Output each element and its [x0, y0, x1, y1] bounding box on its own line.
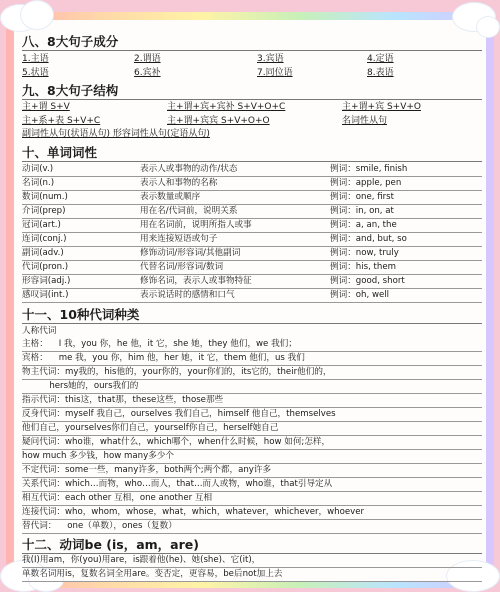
pos-row [22, 163, 482, 177]
pos-name: 形容词(adj.) [22, 275, 71, 286]
pos-name: 动词(v.) [22, 163, 54, 174]
pos-row [22, 247, 482, 261]
pos-desc: 代替名词/形容词/数词 [140, 261, 224, 272]
component-item: 3.宾语 [257, 54, 284, 64]
structure-item: 主+谓+宾+宾补 S+V+O+C [167, 102, 286, 112]
be-verb-line: 我(I)用am，你(you)用are，is跟着他(he)、她(she)、它(it)， [22, 554, 482, 568]
pronoun-line: 反身代词：myself 我自己，ourselves 我们自己，himself 他自己，themselves [22, 408, 482, 422]
pos-row [22, 191, 482, 205]
pos-desc: 修饰名词，表示人或事物特征 [140, 275, 252, 286]
pronoun-line: 不定代词：some一些，many许多，both两个;两个都，any许多 [22, 464, 482, 478]
pos-example: 例词：apple, pen [330, 177, 402, 188]
pos-name: 连词(conj.) [22, 233, 67, 244]
pronoun-line: hers她的，ours我们的 [22, 380, 482, 394]
pos-name: 名词(n.) [22, 177, 55, 188]
pos-example: 例词：his, them [330, 261, 397, 272]
section-10-title: 十、单词词性 [22, 144, 482, 162]
pos-desc: 表示人或事物的动作/状态 [140, 163, 238, 174]
structure-item: 副词性从句(状语从句) 形容词性从句(定语从句) [22, 129, 210, 139]
notes-content [22, 33, 482, 582]
pos-name: 数词(num.) [22, 191, 68, 202]
pronoun-line: 主格： I 我，you 你，he 他，it 它，she 她，they 他们，we 我们； [22, 338, 482, 352]
pos-example: 例词：oh, well [330, 289, 390, 300]
pos-example: 例词：now, truly [330, 247, 399, 258]
pos-example: 例词：one, first [330, 191, 395, 202]
pos-row [22, 289, 482, 303]
component-item: 4.定语 [367, 54, 394, 64]
component-item: 2.谓语 [134, 54, 161, 64]
pronoun-line: 连接代词：who，whom，whose，what，which，whatever，whichever，whoever [22, 506, 482, 520]
pos-row [22, 275, 482, 289]
pos-desc: 表示说话时的感情和口气 [140, 289, 235, 300]
pos-desc: 用来连接短语或句子 [140, 233, 218, 244]
pos-desc: 表示数量或顺序 [140, 191, 201, 202]
section-8-row1 [22, 54, 482, 66]
pronoun-line: 宾格： me 我，you 你，him 他，her 她，it 它，them 他们，us 我们 [22, 352, 482, 366]
pos-example: 例词：in, on, at [330, 205, 394, 216]
pronoun-line: 指示代词：this这，that那，these这些，those那些 [22, 394, 482, 408]
structure-item: 主+系+表 S+V+C [22, 115, 101, 126]
pos-desc: 修饰动词/形容词/其他副词 [140, 247, 241, 258]
section-11-title: 十一、10种代词种类 [22, 306, 482, 324]
structure-row [22, 102, 482, 114]
structure-row [22, 129, 482, 141]
pos-desc: 表示人和事物的名称 [140, 177, 218, 188]
component-item: 1.主语 [22, 54, 49, 64]
be-verb-line: 单数名词用is，复数名词全用are。变否定，更容易，be后not加上去 [22, 568, 482, 582]
component-item: 6.宾补 [134, 67, 161, 78]
pos-row [22, 261, 482, 275]
pos-name: 代词(pron.) [22, 261, 69, 272]
structure-row [22, 116, 482, 128]
structure-item: 主+谓+宾宾 S+V+O+O [167, 115, 270, 126]
structure-item: 主+谓+宾 S+V+O [342, 102, 421, 112]
pos-example: 例词：smile, finish [330, 163, 408, 174]
pos-row [22, 233, 482, 247]
structure-item: 名词性从句 [342, 115, 388, 126]
pronoun-line: 疑问代词：who谁，what什么，which哪个，when什么时候，how 如何;怎样， [22, 436, 482, 450]
pronoun-line: 相互代词：each other 互相，one another 互相 [22, 492, 482, 506]
pos-row [22, 177, 482, 191]
pos-example: 例词：good, short [330, 275, 405, 286]
pos-row [22, 219, 482, 233]
pronoun-line: 物主代词：my我的，his他的，your你的，your你们的，its它的，their他们的， [22, 366, 482, 380]
pronoun-list [22, 325, 482, 534]
pronoun-line: 人称代词 [22, 325, 57, 336]
section-8-row2 [22, 68, 482, 80]
pos-name: 介词(prep) [22, 205, 66, 216]
pos-example: 例词：a, an, the [330, 219, 397, 230]
pos-name: 副词(adv.) [22, 247, 64, 258]
pronoun-line: 关系代词：which…而物，who…而人，that…而人或物，who谁，that引导定从 [22, 478, 482, 492]
section-9-title: 九、8大句子结构 [22, 82, 482, 100]
component-item: 8.表语 [367, 67, 394, 78]
section-8-title: 八、8大句子成分 [22, 33, 482, 51]
pronoun-line: how much 多少钱，how many多少个 [22, 450, 482, 464]
pronoun-line: 他们自己，yourselves你们自己，yourself你自己，herself她自己 [22, 422, 482, 436]
pronoun-line: 替代词： one（单数），ones（复数） [22, 520, 482, 534]
pos-name: 冠词(art.) [22, 219, 61, 230]
section-12-title: 十二、动词be (is，am，are) [22, 536, 482, 554]
pos-example: 例词：and, but, so [330, 233, 407, 244]
component-item: 7.同位语 [257, 67, 293, 78]
pos-desc: 用在名词前，说明所指人或事 [140, 219, 252, 230]
pos-desc: 用在名/代词前，说明关系 [140, 205, 238, 216]
structure-item: 主+谓 S+V [22, 102, 70, 112]
component-item: 5.状语 [22, 67, 49, 78]
pos-name: 感叹词(int.) [22, 289, 69, 300]
pos-row [22, 205, 482, 219]
cloud-decoration [20, 0, 54, 30]
pos-table [22, 163, 482, 303]
